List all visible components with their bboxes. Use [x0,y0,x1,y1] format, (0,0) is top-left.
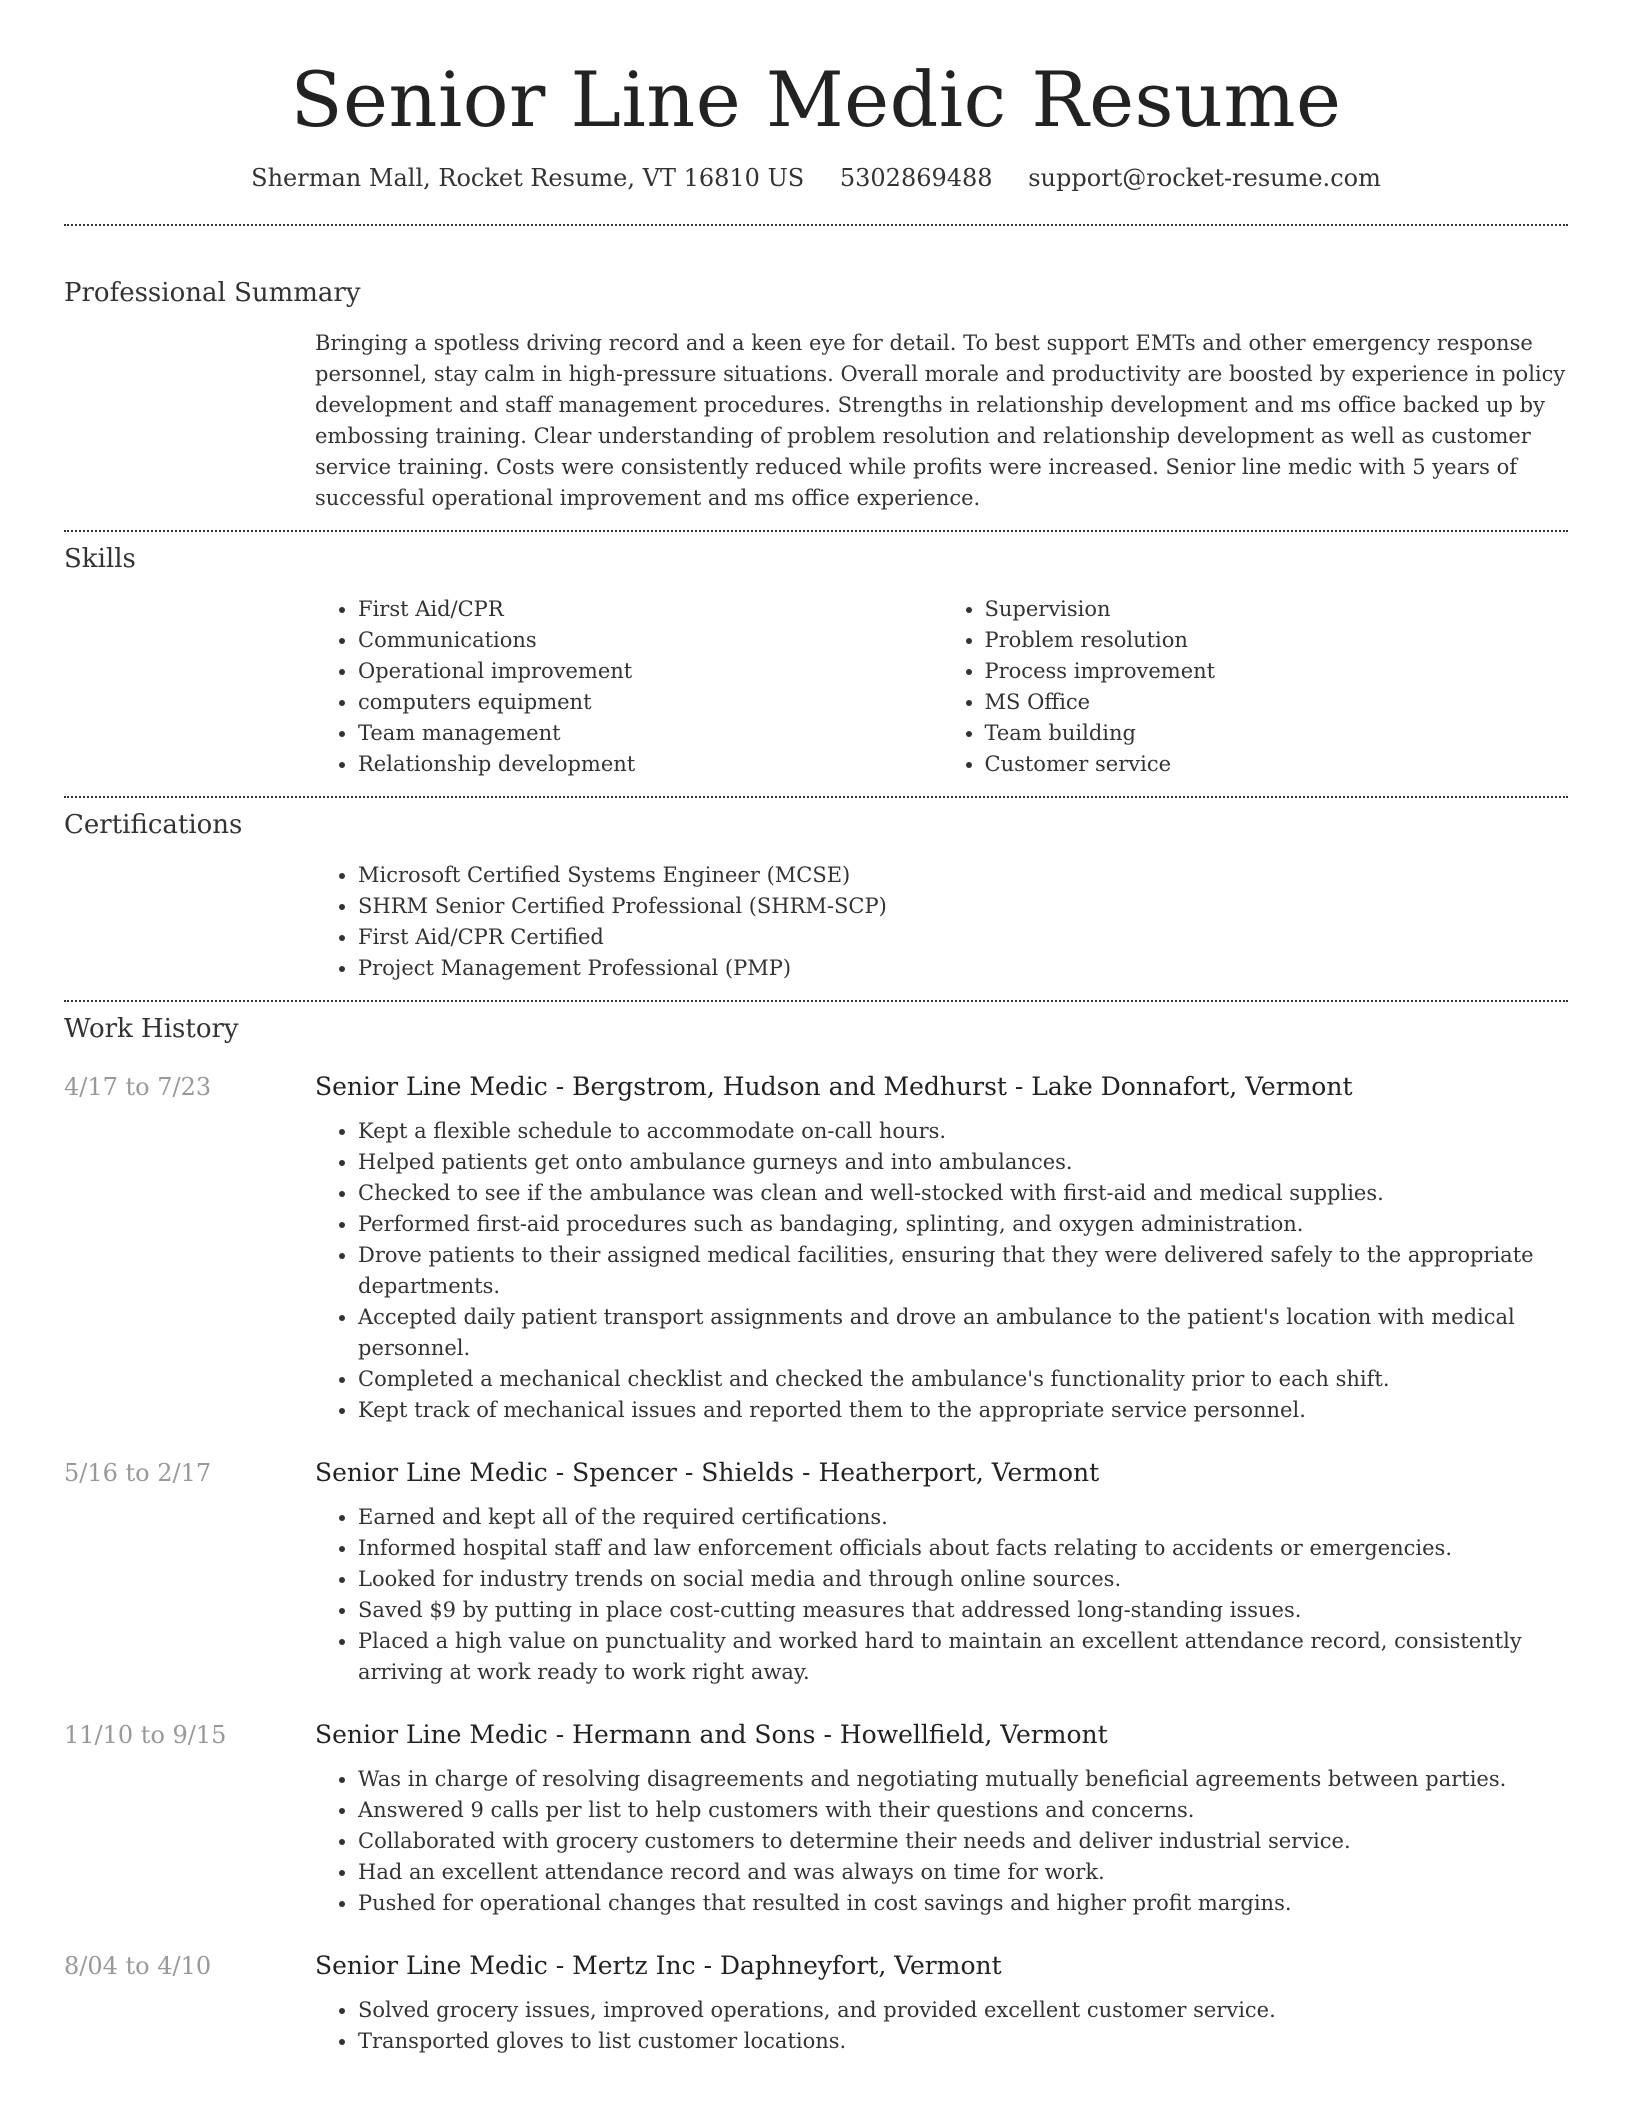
skill-item: • Problem resolution [985,625,1569,656]
job-bullet: • Was in charge of resolving disagreements and negotiating mutually beneficial agreements between parties. [358,1764,1568,1795]
section-title-skills: Skills [64,544,136,574]
job-bullet: • Earned and kept all of the required certifications. [358,1502,1568,1533]
skill-item: • First Aid/CPR [358,594,942,625]
skill-item: • Relationship development [358,749,942,780]
professional-summary-section [64,226,1568,530]
summary-text: Bringing a spotless driving record and a keen eye for detail. To best support EMTs and other emergency response personnel, stay calm in high-pressure situations. Overall morale and productivity are boosted by experience in policy development and staff management procedures. Strengths in relationship development and ms office backed up by embossing training. Clear understanding of problem resolution and relationship development as well as customer service training. Costs were consistently reduced while profits were increased. Senior line medic with 5 years of successful operational improvement and ms office experience. [315,331,1566,510]
skill-item: • Communications [358,625,942,656]
job-bullet: • Placed a high value on punctuality and worked hard to maintain an excellent attendance record, consistently arriving at work ready to work right away. [358,1626,1568,1688]
job-bullet: • Kept a flexible schedule to accommodate on-call hours. [358,1116,1568,1147]
job-bullet: • Kept track of mechanical issues and reported them to the appropriate service personnel. [358,1395,1568,1426]
section-title-work-history: Work History [64,1014,239,1044]
contact-address: Sherman Mall, Rocket Resume, VT 16810 US [251,164,805,192]
skills-section [64,532,1568,796]
job-entry [64,1949,1568,2057]
certification-item: • SHRM Senior Certified Professional (SHRM-SCP) [358,891,1568,922]
job-title: Senior Line Medic - Mertz Inc - Daphneyfort, Vermont [315,1951,1002,1980]
skill-item: • Operational improvement [358,656,942,687]
contact-phone: 5302869488 [839,164,993,192]
job-bullets [315,1502,1568,1688]
job-bullet: • Drove patients to their assigned medical facilities, ensuring that they were delivered safely to the appropriate departments. [358,1240,1568,1302]
job-bullets [315,1116,1568,1426]
job-bullet: • Had an excellent attendance record and was always on time for work. [358,1857,1568,1888]
skill-item: • Process improvement [985,656,1569,687]
skill-item: • MS Office [985,687,1569,718]
job-bullet: • Checked to see if the ambulance was clean and well-stocked with first-aid and medical supplies. [358,1178,1568,1209]
skill-item: • Supervision [985,594,1569,625]
skills-list-left [315,594,942,780]
job-bullet: • Saved $9 by putting in place cost-cutting measures that addressed long-standing issues. [358,1595,1568,1626]
job-bullet: • Answered 9 calls per list to help customers with their questions and concerns. [358,1795,1568,1826]
job-entry [64,1070,1568,1426]
job-bullet: • Informed hospital staff and law enforcement officials about facts relating to accidents or emergencies. [358,1533,1568,1564]
job-bullet: • Collaborated with grocery customers to determine their needs and deliver industrial service. [358,1826,1568,1857]
job-entry [64,1456,1568,1688]
work-history-section [64,1002,1568,2057]
job-title: Senior Line Medic - Bergstrom, Hudson and Medhurst - Lake Donnafort, Vermont [315,1072,1353,1101]
job-bullet: • Looked for industry trends on social media and through online sources. [358,1564,1568,1595]
job-bullet: • Completed a mechanical checklist and checked the ambulance's functionality prior to each shift. [358,1364,1568,1395]
job-bullet: • Transported gloves to list customer locations. [358,2026,1568,2057]
skill-item: • Team management [358,718,942,749]
section-title-summary: Professional Summary [64,278,361,308]
summary-body [315,328,1568,530]
skill-item: • Customer service [985,749,1569,780]
job-bullets [315,1764,1568,1919]
job-title: Senior Line Medic - Hermann and Sons - Howellfield, Vermont [315,1720,1108,1749]
job-bullet: • Performed first-aid procedures such as bandaging, splinting, and oxygen administration. [358,1209,1568,1240]
skill-item: • Team building [985,718,1569,749]
resume-page [64,0,1568,2087]
skill-item: • computers equipment [358,687,942,718]
job-dates: 8/04 to 4/10 [64,1952,212,1980]
job-bullets [315,1995,1568,2057]
certification-item: • Microsoft Certified Systems Engineer (MCSE) [358,860,1568,891]
certifications-section [64,798,1568,1000]
job-dates: 11/10 to 9/15 [64,1721,227,1749]
certification-item: • First Aid/CPR Certified [358,922,1568,953]
certification-item: • Project Management Professional (PMP) [358,953,1568,984]
job-dates: 4/17 to 7/23 [64,1073,212,1101]
section-title-certifications: Certifications [64,810,243,840]
certifications-list [315,860,1568,984]
skills-body [315,594,1568,796]
job-bullet: • Accepted daily patient transport assignments and drove an ambulance to the patient's location with medical personnel. [358,1302,1568,1364]
certifications-body [315,860,1568,1000]
job-dates: 5/16 to 2/17 [64,1459,212,1487]
job-entry [64,1718,1568,1919]
job-bullet: • Helped patients get onto ambulance gurneys and into ambulances. [358,1147,1568,1178]
job-title: Senior Line Medic - Spencer - Shields - Heatherport, Vermont [315,1458,1100,1487]
skills-list-right [942,594,1569,780]
job-bullet: • Pushed for operational changes that resulted in cost savings and higher profit margins. [358,1888,1568,1919]
job-bullet: • Solved grocery issues, improved operations, and provided excellent customer service. [358,1995,1568,2026]
contact-email: support@rocket-resume.com [1028,164,1381,192]
contact-line [64,162,1568,194]
resume-title: Senior Line Medic Resume [290,55,1342,144]
